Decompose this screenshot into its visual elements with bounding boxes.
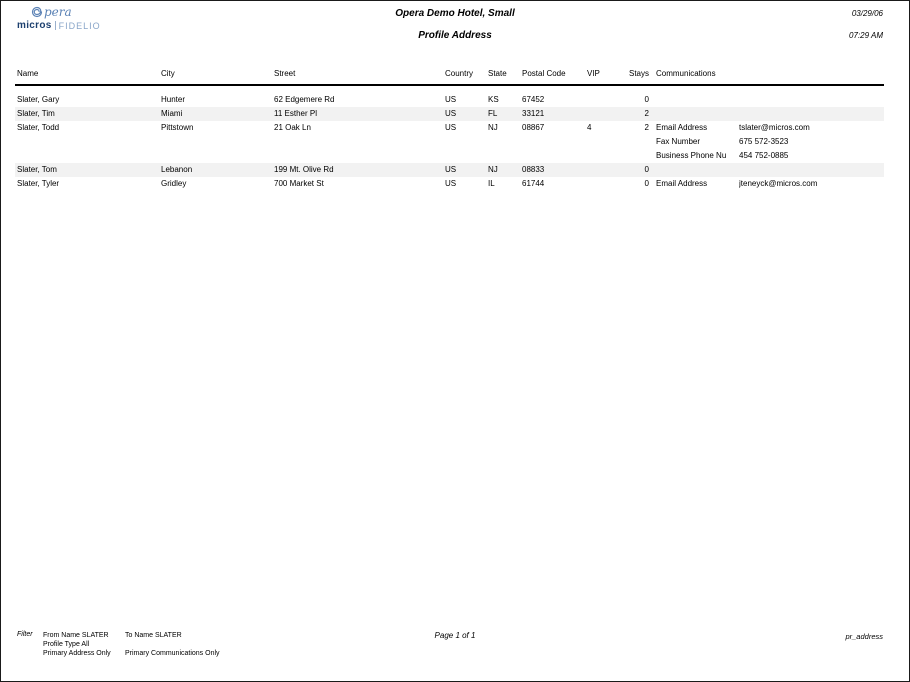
- cell-stays: 2: [644, 123, 649, 132]
- column-header-country: Country: [445, 69, 474, 78]
- cell-country: US: [445, 123, 457, 132]
- filter-line-primary: [43, 649, 303, 658]
- table-header-rule: [15, 84, 884, 86]
- cell-city: Hunter: [161, 95, 186, 104]
- micros-wordmark-text: micros: [17, 20, 52, 31]
- filter-line-profile-type: [43, 640, 303, 649]
- cell-state: IL: [488, 179, 495, 188]
- cell-communication-value: 675 572-3523: [739, 137, 789, 146]
- cell-stays: 2: [644, 109, 649, 118]
- cell-city: Lebanon: [161, 165, 193, 174]
- opera-wordmark-text: pera: [44, 5, 72, 19]
- cell-name: Slater, Tim: [17, 109, 55, 118]
- cell-city: Gridley: [161, 179, 187, 188]
- cell-communication-type: Fax Number: [656, 137, 701, 146]
- cell-postal-code: 61744: [522, 179, 545, 188]
- cell-name: Slater, Tom: [17, 165, 57, 174]
- report-title: Profile Address: [418, 30, 492, 41]
- column-header-state: State: [488, 69, 507, 78]
- cell-communication-type: Business Phone Nu: [656, 151, 727, 160]
- cell-name: Slater, Gary: [17, 95, 60, 104]
- cell-stays: 0: [644, 95, 649, 104]
- table-row: [15, 107, 884, 121]
- cell-communication-value: jteneyck@micros.com: [739, 179, 818, 188]
- cell-country: US: [445, 179, 457, 188]
- filter-primary-address: Primary Address Only: [43, 650, 111, 657]
- table-header-row: [15, 67, 884, 80]
- cell-state: NJ: [488, 165, 498, 174]
- filter-primary-communications: Primary Communications Only: [125, 650, 220, 657]
- cell-country: US: [445, 165, 457, 174]
- filter-from-name: From Name SLATER: [43, 632, 109, 639]
- report-code: pr_address: [845, 632, 883, 641]
- cell-communication-type: Email Address: [656, 179, 708, 188]
- table-subrow-communication: [15, 135, 884, 149]
- cell-postal-code: 08867: [522, 123, 545, 132]
- cell-state: KS: [488, 95, 499, 104]
- cell-street: 700 Market St: [274, 179, 324, 188]
- cell-country: US: [445, 95, 457, 104]
- page-info: Page 1 of 1: [434, 631, 476, 640]
- column-header-street: Street: [274, 69, 296, 78]
- table-row: [15, 121, 884, 135]
- table-subrow-communication: [15, 149, 884, 163]
- cell-stays: 0: [644, 165, 649, 174]
- cell-city: Pittstown: [161, 123, 194, 132]
- cell-postal-code: 33121: [522, 109, 545, 118]
- fidelio-wordmark-text: FIDELIO: [58, 20, 101, 31]
- column-header-communications: Communications: [656, 69, 716, 78]
- cell-street: 11 Esther Pl: [274, 109, 317, 118]
- table-row: [15, 177, 884, 191]
- cell-state: NJ: [488, 123, 498, 132]
- filter-profile-type: Profile Type All: [43, 641, 90, 648]
- column-header-stays: Stays: [628, 69, 649, 78]
- filter-to-name: To Name SLATER: [125, 632, 182, 639]
- logo-divider: [55, 21, 56, 30]
- report-date: 03/29/06: [851, 9, 883, 18]
- column-header-postal-code: Postal Code: [522, 69, 566, 78]
- cell-street: 199 Mt. Olive Rd: [274, 165, 334, 174]
- cell-postal-code: 67452: [522, 95, 545, 104]
- cell-name: Slater, Tyler: [17, 179, 60, 188]
- column-header-name: Name: [17, 69, 39, 78]
- cell-communication-type: Email Address: [656, 123, 708, 132]
- table-row: [15, 93, 884, 107]
- hotel-name: Opera Demo Hotel, Small: [395, 8, 515, 19]
- cell-state: FL: [488, 109, 498, 118]
- report-time: 07:29 AM: [849, 31, 883, 40]
- cell-street: 62 Edgemere Rd: [274, 95, 335, 104]
- cell-name: Slater, Todd: [17, 123, 60, 132]
- cell-vip: 4: [587, 123, 592, 132]
- cell-country: US: [445, 109, 457, 118]
- table-row: [15, 163, 884, 177]
- cell-communication-value: 454 752-0885: [739, 151, 789, 160]
- cell-city: Miami: [161, 109, 183, 118]
- cell-postal-code: 08833: [522, 165, 545, 174]
- filter-label: Filter: [17, 631, 33, 638]
- column-header-city: City: [161, 69, 175, 78]
- cell-communication-value: tslater@micros.com: [739, 123, 810, 132]
- cell-stays: 0: [644, 179, 649, 188]
- cell-street: 21 Oak Ln: [274, 123, 311, 132]
- column-header-vip: VIP: [587, 69, 600, 78]
- table-body: [15, 93, 884, 191]
